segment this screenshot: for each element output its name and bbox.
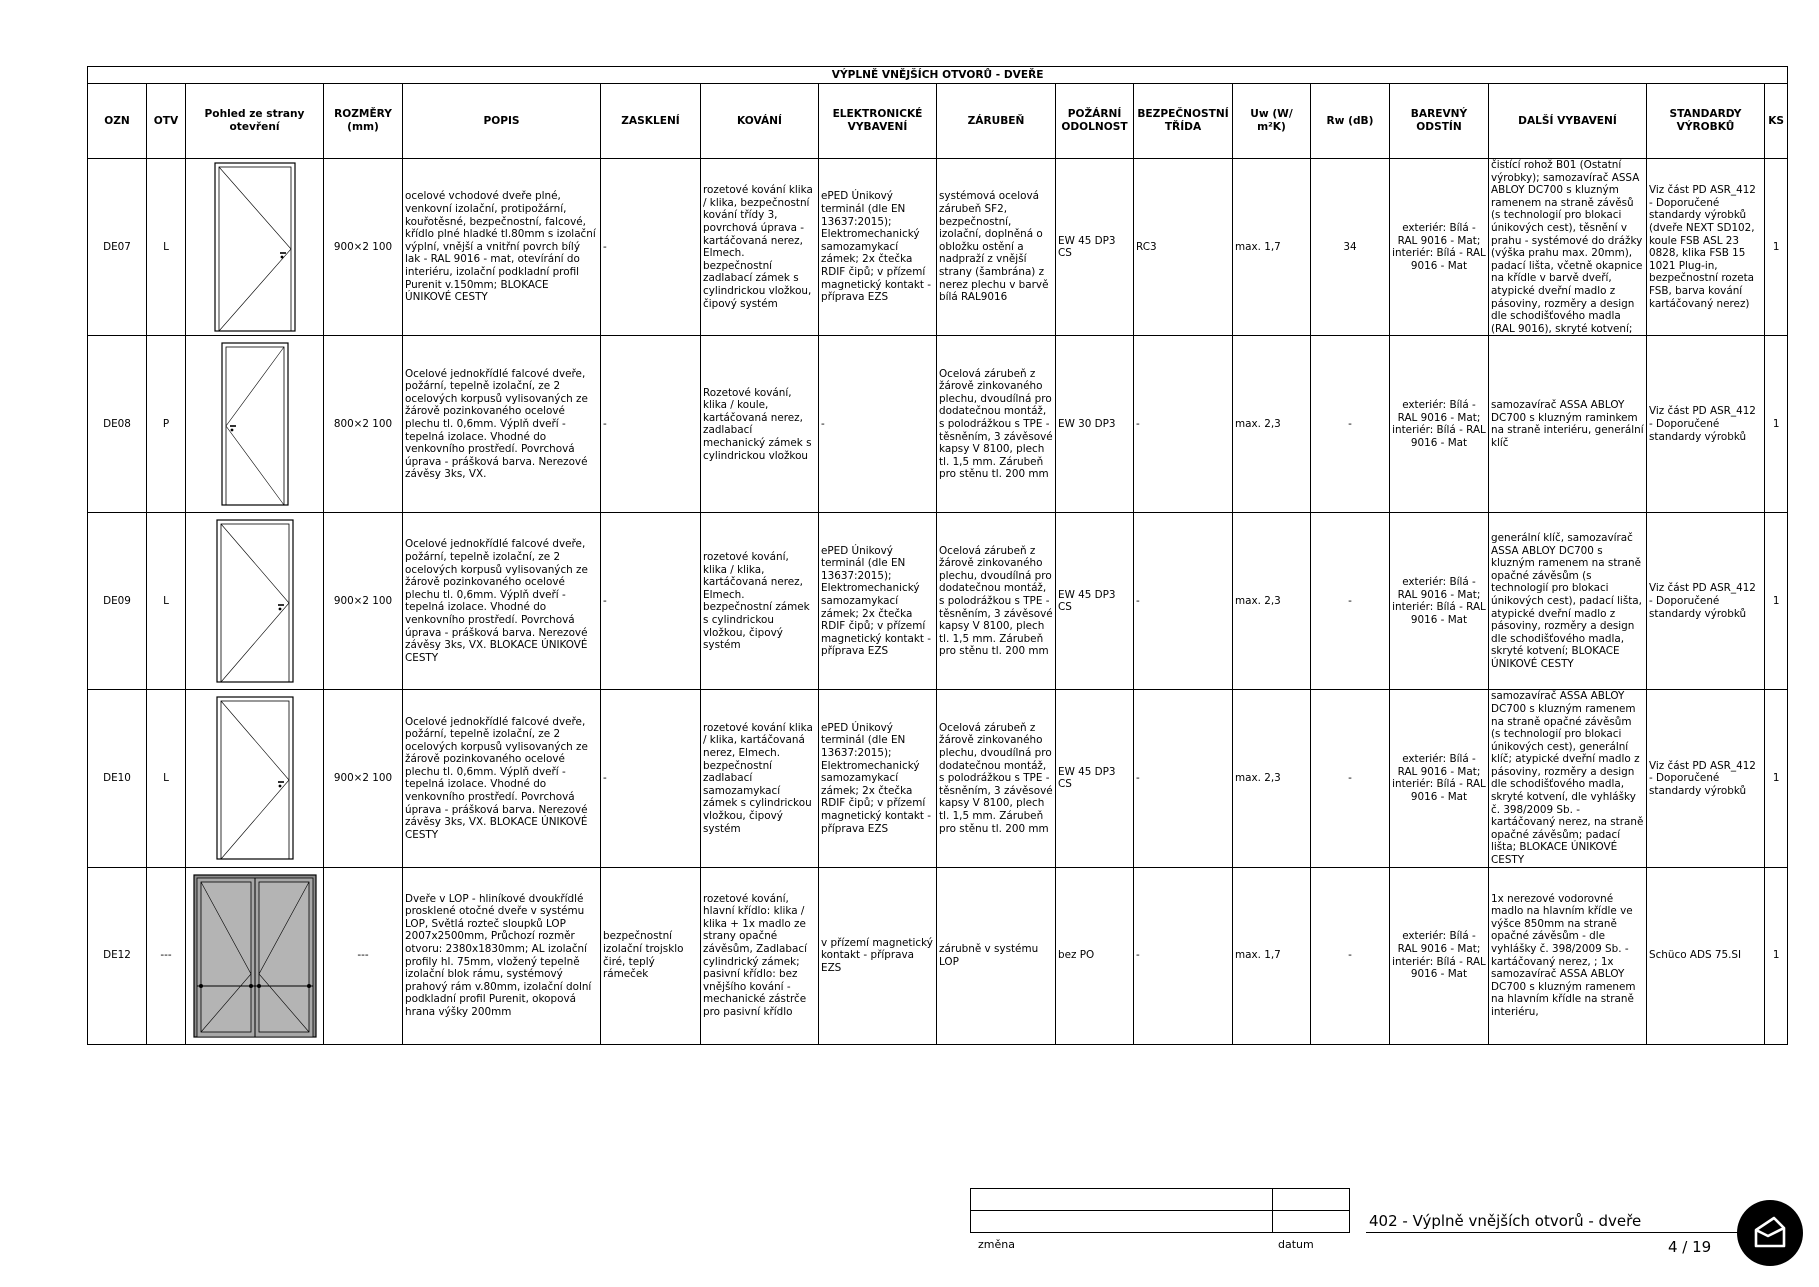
cell-security-class: - — [1134, 513, 1233, 690]
cell-otv: --- — [147, 867, 186, 1044]
door-elevation-drawing-icon — [221, 342, 289, 506]
table-row — [88, 690, 1788, 867]
cell-standards: Viz část PD ASR_412 - Doporučené standardy výrobků — [1647, 513, 1765, 690]
cell-otv: L — [147, 690, 186, 867]
header-ks: KS — [1765, 84, 1788, 159]
cell-otv: P — [147, 336, 186, 513]
cell-extra-equipment: generální klíč, samozavírač ASSA ABLOY DC700 s kluzným ramenem na straně opačné závěsům (s technologií pro blokaci únikových cest), padací lišta, atypické dveřní madlo z pásoviny, rozměry a design dle schodišťového madla, skryté kotvení; BLOKACE ÚNIKOVÉ CESTY — [1489, 513, 1647, 690]
cell-security-class: - — [1134, 867, 1233, 1044]
door-drawing-cell — [186, 867, 324, 1044]
cell-standards: Viz část PD ASR_412 - Doporučené standardy výrobků — [1647, 336, 1765, 513]
cell-fire-resistance: EW 45 DP3 CS — [1056, 159, 1134, 336]
cell-uw: max. 2,3 — [1233, 513, 1311, 690]
door-drawing-cell — [186, 513, 324, 690]
header-frame: ZÁRUBEŇ — [937, 84, 1056, 159]
header-ozn: OZN — [88, 84, 147, 159]
cell-hardware: rozetové kování klika / klika, kartáčovaná nerez, Elmech. bezpečnostní zadlabací samozamykací zámek s cylindrickou vložkou, čipový systém — [701, 690, 819, 867]
table-row — [88, 513, 1788, 690]
cell-fire-resistance: EW 45 DP3 CS — [1056, 690, 1134, 867]
cell-fire-resistance: bez PO — [1056, 867, 1134, 1044]
door-schedule-table — [87, 66, 1788, 1045]
cell-dimensions: 900×2 100 — [324, 159, 403, 336]
cell-rw: - — [1311, 513, 1390, 690]
cell-rw: - — [1311, 867, 1390, 1044]
change-label: změna — [978, 1238, 1015, 1251]
cell-ks: 1 — [1765, 690, 1788, 867]
door-elevation-drawing-icon — [214, 162, 296, 332]
cell-ozn: DE12 — [88, 867, 147, 1044]
cell-standards: Schüco ADS 75.SI — [1647, 867, 1765, 1044]
cell-extra-equipment: samozavírač ASSA ABLOY DC700 s kluzným ramenem na straně opačné závěsům (s technologií pro blokaci únikových cest), generální klíč; atypické dveřní madlo z pásoviny, rozměry a design dle schodišťového madla, skryté kotvení, dle vyhlášky č. 398/2009 Sb. - kartáčovaný nerez, na straně opačné závěsům; padací lišta; BLOKACE ÚNIKOVÉ CESTY — [1489, 690, 1647, 867]
header-uw: Uw (W/ m²K) — [1233, 84, 1311, 159]
header-otv: OTV — [147, 84, 186, 159]
cell-extra-equipment: čistící rohož B01 (Ostatní výrobky); samozavírač ASSA ABLOY DC700 s kluzným ramenem na straně závěsů (s technologií pro blokaci únikových cest), těsnění v prahu - systémové do drážky (výška prahu max. 20mm), padací lišta, včetně okapnice na křídle v barvě dveří, atypické dveřní madlo z pásoviny, rozměry a design dle schodišťového madla (RAL 9016), skryté kotvení; — [1489, 159, 1647, 336]
cell-electronics: ePED Únikový terminál (dle EN 13637:2015); Elektromechanický samozamykací zámek; 2x čtečka RDIF čipů; v přízemí magnetický kontakt - příprava EZS — [819, 690, 937, 867]
cell-ozn: DE07 — [88, 159, 147, 336]
cell-glazing: - — [601, 690, 701, 867]
table-row — [88, 336, 1788, 513]
cell-dimensions: 900×2 100 — [324, 513, 403, 690]
cell-rw: 34 — [1311, 159, 1390, 336]
header-hardware: KOVÁNÍ — [701, 84, 819, 159]
header-fire-resistance: POŽÁRNÍ ODOLNOST — [1056, 84, 1134, 159]
cell-description: Ocelové jednokřídlé falcové dveře, požární, tepelně izolační, ze 2 ocelových korpusů vylisovaných ze žárově pozinkovaného ocelové plechu tl. 0,6mm. Výplň dveří - tepelná izolace. Vhodné do venkovního prostředí. Povrchová úprava - prášková barva. Nerezové závěsy 3ks, VX. — [403, 336, 601, 513]
cell-uw: max. 2,3 — [1233, 336, 1311, 513]
double-door-elevation-drawing-icon — [193, 874, 317, 1038]
header-description: POPIS — [403, 84, 601, 159]
header-security-class: BEZPEČNOSTNÍ TŘÍDA — [1134, 84, 1233, 159]
revision-grid — [970, 1188, 1350, 1232]
header-rw: Rw (dB) — [1311, 84, 1390, 159]
cell-ks: 1 — [1765, 513, 1788, 690]
cell-ozn: DE08 — [88, 336, 147, 513]
cell-dimensions: 800×2 100 — [324, 336, 403, 513]
cell-standards: Viz část PD ASR_412 - Doporučené standardy výrobků — [1647, 690, 1765, 867]
cell-uw: max. 1,7 — [1233, 867, 1311, 1044]
cell-glazing: - — [601, 513, 701, 690]
date-label: datum — [1278, 1238, 1314, 1251]
cell-hardware: Rozetové kování, klika / koule, kartáčovaná nerez, zadlabací mechanický zámek s cylindrickou vložkou — [701, 336, 819, 513]
cell-security-class: RC3 — [1134, 159, 1233, 336]
header-electronics: ELEKTRONICKÉ VYBAVENÍ — [819, 84, 937, 159]
cell-rw: - — [1311, 690, 1390, 867]
cell-description: ocelové vchodové dveře plné, venkovní izolační, protipožární, kouřotěsné, bezpečnostní, falcové, křídlo plné hladké tl.80mm s izolační výplní, vnější a vnitřní povrch bílý lak - RAL 9016 - mat, otevírání do interiéru, izolační podkladní profil Purenit v.150mm; BLOKACE ÚNIKOVÉ CESTY — [403, 159, 601, 336]
cell-dimensions: 900×2 100 — [324, 690, 403, 867]
cell-ozn: DE09 — [88, 513, 147, 690]
header-dimensions: ROZMĚRY (mm) — [324, 84, 403, 159]
cell-description: Ocelové jednokřídlé falcové dveře, požární, tepelně izolační, ze 2 ocelových korpusů vylisovaných ze žárově pozinkovaného ocelové plechu tl. 0,6mm. Výplň dveří - tepelná izolace. Vhodné do venkovního prostředí. Povrchová úprava - prášková barva. Nerezové závěsy 3ks, VX. BLOKACE ÚNIKOVÉ CESTY — [403, 690, 601, 867]
header-row — [88, 84, 1788, 159]
cell-hardware: rozetové kování klika / klika, bezpečnostní kování třídy 3, povrchová úprava - kartáčovaná nerez, Elmech. bezpečnostní zadlabací zámek s cylindrickou vložkou, čipový systém — [701, 159, 819, 336]
door-drawing-cell — [186, 336, 324, 513]
cell-hardware: rozetové kování, hlavní křídlo: klika / klika + 1x madlo ze strany opačné závěsům, Zadlabací cylindrický zámek; pasivní křídlo: bez vnějšího kování - mechanické zástrče pro pasivní křídlo — [701, 867, 819, 1044]
door-drawing-cell — [186, 690, 324, 867]
cell-frame: Ocelová zárubeň z žárově zinkovaného plechu, dvoudílná pro dodatečnou montáž, s polodrážkou s TPE - těsněním, 3 závěsové kapsy V 8100, plech tl. 1,5 mm. Zárubeň pro stěnu tl. 200 mm — [937, 513, 1056, 690]
cell-electronics: - — [819, 336, 937, 513]
cell-ks: 1 — [1765, 159, 1788, 336]
cell-electronics: ePED Únikový terminál (dle EN 13637:2015); Elektromechanický samozamykací zámek; 2x čtečka RDIF čipů; v přízemí magnetický kontakt - příprava EZS — [819, 513, 937, 690]
cell-electronics: ePED Únikový terminál (dle EN 13637:2015); Elektromechanický samozamykací zámek; 2x čtečka RDIF čipů; v přízemí magnetický kontakt - příprava EZS — [819, 159, 937, 336]
cell-security-class: - — [1134, 336, 1233, 513]
cell-ks: 1 — [1765, 336, 1788, 513]
cell-color: exteriér: Bílá - RAL 9016 - Mat; interiér: Bílá - RAL 9016 - Mat — [1390, 690, 1489, 867]
cell-frame: Ocelová zárubeň z žárově zinkovaného plechu, dvoudílná pro dodatečnou montáž, s polodrážkou s TPE - těsněním, 3 závěsové kapsy V 8100, plech tl. 1,5 mm. Zárubeň pro stěnu tl. 200 mm — [937, 690, 1056, 867]
cell-color: exteriér: Bílá - RAL 9016 - Mat; interiér: Bílá - RAL 9016 - Mat — [1390, 336, 1489, 513]
header-glazing: ZASKLENÍ — [601, 84, 701, 159]
cell-dimensions: --- — [324, 867, 403, 1044]
cell-standards: Viz část PD ASR_412 - Doporučené standardy výrobků (dveře NEXT SD102, koule FSB ASL 23 0828, klika FSB 15 1021 Plug-in, bezpečnostní rozeta FSB, barva kování kartáčovaný nerez) — [1647, 159, 1765, 336]
cell-ks: 1 — [1765, 867, 1788, 1044]
door-elevation-drawing-icon — [216, 696, 294, 860]
drawing-title: 402 - Výplně vnějších otvorů - dveře — [1369, 1212, 1642, 1230]
door-schedule-sheet — [87, 66, 1787, 1045]
cell-hardware: rozetové kování, klika / klika, kartáčovaná nerez, Elmech. bezpečnostní zámek s cylindrickou vložkou, čipový systém — [701, 513, 819, 690]
cell-extra-equipment: 1x nerezové vodorovné madlo na hlavním křídle ve výšce 850mm na straně opačné závěsům - dle vyhlášky č. 398/2009 Sb. - kartáčovaný nerez, ; 1x samozavírač ASSA ABLOY DC700 s kluzným ramenem na hlavním křídle na straně interiéru, — [1489, 867, 1647, 1044]
table-row — [88, 867, 1788, 1044]
header-view: Pohled ze strany otevření — [186, 84, 324, 159]
header-extra-equipment: DALŠÍ VYBAVENÍ — [1489, 84, 1647, 159]
cell-fire-resistance: EW 45 DP3 CS — [1056, 513, 1134, 690]
door-drawing-cell — [186, 159, 324, 336]
table-row — [88, 159, 1788, 336]
cell-glazing: - — [601, 159, 701, 336]
cell-color: exteriér: Bílá - RAL 9016 - Mat; interiér: Bílá - RAL 9016 - Mat — [1390, 867, 1489, 1044]
cell-frame: zárubně v systému LOP — [937, 867, 1056, 1044]
cell-ozn: DE10 — [88, 690, 147, 867]
header-standards: STANDARDY VÝROBKŮ — [1647, 84, 1765, 159]
cell-uw: max. 1,7 — [1233, 159, 1311, 336]
cell-color: exteriér: Bílá - RAL 9016 - Mat; interiér: Bílá - RAL 9016 - Mat — [1390, 513, 1489, 690]
cell-extra-equipment: samozavírač ASSA ABLOY DC700 s kluzným raminkem na straně interiéru, generální klíč — [1489, 336, 1647, 513]
cell-fire-resistance: EW 30 DP3 — [1056, 336, 1134, 513]
cell-electronics: v přízemí magnetický kontakt - příprava EZS — [819, 867, 937, 1044]
door-elevation-drawing-icon — [216, 519, 294, 683]
cell-description: Ocelové jednokřídlé falcové dveře, požární, tepelně izolační, ze 2 ocelových korpusů vylisovaných ze žárově pozinkovaného ocelové plechu tl. 0,6mm. Výplň dveří - tepelná izolace. Vhodné do venkovního prostředí. Povrchová úprava - prášková barva. Nerezové závěsy 3ks, VX. BLOKACE ÚNIKOVÉ CESTY — [403, 513, 601, 690]
house-outline-logo-icon — [1737, 1200, 1803, 1266]
cell-security-class: - — [1134, 690, 1233, 867]
table-title: VÝPLNĚ VNĚJŠÍCH OTVORŮ - DVEŘE — [88, 67, 1788, 84]
cell-glazing: - — [601, 336, 701, 513]
cell-description: Dveře v LOP - hliníkové dvoukřídlé prosklené otočné dveře v systému LOP, Světlá rozteč sloupků LOP 2007x2500mm, Průchozí rozměr otvoru: 2380x1830mm; AL izolační profily hl. 75mm, vložený tepelně izolační blok rámu, systémový prahový rám v.80mm, izolační dolní podkladní profil Purenit, okopová hrana výšky 200mm — [403, 867, 601, 1044]
cell-frame: systémová ocelová zárubeň SF2, bezpečnostní, izolační, doplněná o obložku ostění a nadpraží z vnější strany (šambrána) z nerez plechu v barvě bílá RAL9016 — [937, 159, 1056, 336]
cell-otv: L — [147, 159, 186, 336]
cell-uw: max. 2,3 — [1233, 690, 1311, 867]
cell-otv: L — [147, 513, 186, 690]
cell-frame: Ocelová zárubeň z žárově zinkovaného plechu, dvoudílná pro dodatečnou montáž, s polodrážkou s TPE - těsněním, 3 závěsové kapsy V 8100, plech tl. 1,5 mm. Zárubeň pro stěnu tl. 200 mm — [937, 336, 1056, 513]
cell-color: exteriér: Bílá - RAL 9016 - Mat; interiér: Bílá - RAL 9016 - Mat — [1390, 159, 1489, 336]
page-number: 4 / 19 — [1668, 1238, 1712, 1256]
title-underline — [1366, 1232, 1743, 1233]
cell-glazing: bezpečnostní izolační trojsklo čiré, teplý rámeček — [601, 867, 701, 1044]
cell-rw: - — [1311, 336, 1390, 513]
header-color: BAREVNÝ ODSTÍN — [1390, 84, 1489, 159]
